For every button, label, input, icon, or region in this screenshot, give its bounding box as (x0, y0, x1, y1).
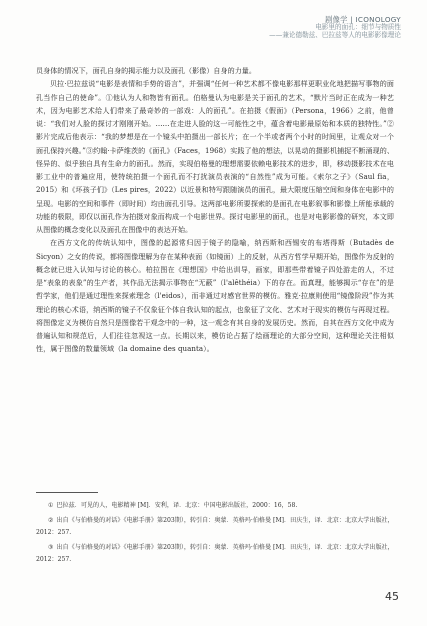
footnote-marker: ① (48, 502, 54, 509)
footnotes (36, 500, 394, 569)
page-number: 45 (385, 590, 399, 603)
footnote-marker: ② (48, 517, 54, 525)
paragraph: 员身体的情况下，面孔自身的揭示能力以及面孔（影像）自身的力量。 (36, 66, 257, 75)
footnote-text: 出自《与伯格曼的对话》《电影手册》第203期），转引自：奥蒙．英格玛·伯格曼 [M]．田庆生，译．北京：北京大学出版社，2012：257. (36, 517, 394, 536)
body-text (36, 64, 394, 356)
footnote-divider (36, 492, 98, 493)
footnote (36, 542, 394, 565)
paragraph: 在西方文化的传统认知中，图像的起源常归因于镜子的隐喻，纳西斯和西锡安的布塔得斯（Butadès de Sicyon）之女的传说，都将图像理解为存在某种表面（如镜面）上的反射，从西方哲学早期开始，图像作为反射的概念就已进入认知与讨论的核心。柏拉图在《理想国》中给出训导，画家，即那些带着镜子四处游走的人，不过是“表象的表象”的生产者，其作品无法揭示事物在“无蔽”（l'alêthéia）下的存在。而真理，能够揭示“存在”的是哲学家，他们是通过理性来探索理念（l'eidos），而非通过对感官世界的模仿。雅克·拉康则使用“镜像阶段”作为其理论的核心术语，纳西斯的镜子不仅象征个体自我认知的起点，也象征了文化、艺术对于现实的模仿与再现过程。将图像定义为模仿自然只是图像若干观念中的一种，这一观念有其自身的发展历史。然而，自其在西方文化中成为普遍认知和规范后，人们往往忽视这一点。长期以来，模仿论占据了绘画理论的大部分空间，这种理论关注相似性，属于图像的数量领域（la domaine des quanta）。 (36, 238, 394, 354)
header-section-label: 剧像学 | ICONOLOGY (325, 15, 401, 24)
footnote (36, 500, 394, 512)
footnote (36, 515, 394, 538)
footnote-text: 出自《与伯格曼的对话》《电影手册》第203期），转引自：奥蒙．英格玛·伯格曼 [M]．田庆生，译．北京：北京大学出版社，2012：257. (36, 544, 394, 563)
paragraph: 贝拉·巴拉兹说“电影是表情和手势的语言”，并强调“任何一种艺术都不像电影那样更职业化地把描写事物的面孔当作自己的使命”。①他认为人和物皆有面孔。伯格曼认为电影是关于面孔的艺术，“默片当时正在成为一种艺术，因为电影艺术给人们带来了最奇妙的一部戏：人的面孔”。在拍摄《假面》（Persona，1966）之前，他曾说：“我们对人脸的探讨才刚刚开始。……在走进人脸的这一可能性之中，蕴含着电影最原始和本质的独特性。”②影片完成后他表示：“我的梦想是在一个镜头中拍摄出一部长片；在一个半或者两个小时的时间里，让观众对一个面孔保持兴趣。”③约翰·卡萨维茨的《面孔》（Faces，1968）实践了他的想法，以晃动的摄影机捕捉不断涌现的、怪异的、似乎独自具有生命力的面孔。然而，实现伯格曼的理想需要依赖电影技术的进步，即，移动摄影技术在电影工业中的普遍应用，使特统拍摄一个面孔而不打扰演员表演的“自然性”成为可能。《索尔之子》（Saul fia，2015）和《坏孩子们》（Les pires，2022）以近景和特写跟随演员的面孔，最大限度压缩空间和身体在电影中的呈现。电影的空间和事件（即时间）均由面孔引导。这两部电影所要探索的是面孔在电影叙事和影像上所能承载的功能的极限，即仅以面孔作为拍摄对象而构成一个电影世界。探讨电影里的面孔，也是对电影影像的研究，本文即从图像的概念变化以及面孔在图像中的表达开始。 (36, 79, 394, 234)
footnote-marker: ③ (48, 544, 54, 552)
footnote-text: 巴拉兹．可见的人，电影精神 [M]．安利，译．北京：中国电影出版社，2000：16，58. (56, 502, 298, 509)
running-header (269, 16, 401, 39)
header-article-title: 电影里的面孔：细节与物质性 (315, 23, 401, 32)
header-article-subtitle: ——兼论德勒兹、巴拉兹等人的电影影像理论 (269, 30, 401, 39)
